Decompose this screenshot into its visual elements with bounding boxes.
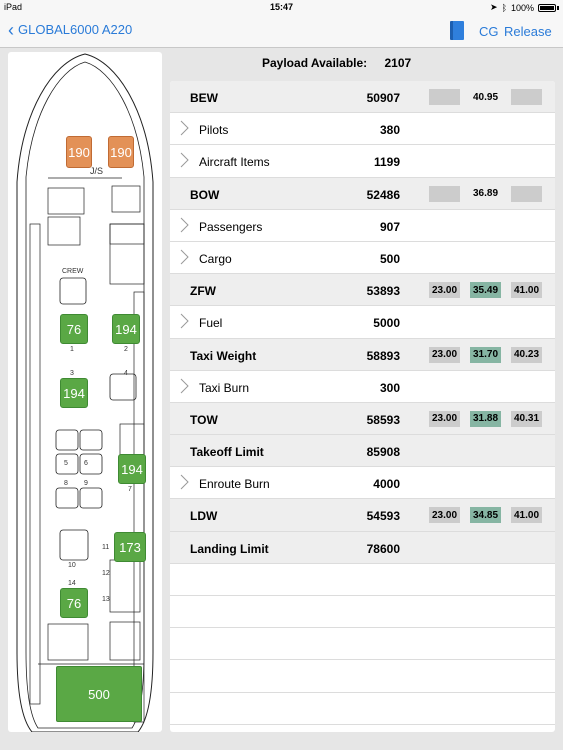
pilot-seat-left[interactable] (66, 136, 92, 168)
chevron-left-icon: ‹ (8, 19, 14, 40)
cg-aft-limit: 41.00 (511, 282, 542, 298)
cg-aft-limit: 40.31 (511, 411, 542, 427)
row-value: 1199 (373, 155, 400, 170)
row-label: LDW (190, 509, 218, 524)
weight-balance-table (170, 81, 555, 732)
seat-number: 8 (64, 480, 68, 487)
seat-number: 7 (128, 486, 132, 493)
row-label: Passengers (199, 219, 263, 234)
release-button[interactable]: Release (504, 24, 552, 39)
seat-7[interactable] (118, 454, 146, 484)
row-value: 300 (379, 380, 400, 395)
cg-value: 31.70 (470, 347, 501, 363)
nav-bar (0, 14, 563, 48)
row-value: 54593 (366, 509, 400, 524)
row-value: 85908 (366, 445, 400, 460)
location-icon: ➤ (490, 2, 498, 12)
back-button[interactable] (8, 19, 133, 40)
aircraft-diagram (8, 52, 162, 732)
back-label: GLOBAL6000 A220 (18, 22, 133, 37)
cg-value: 31.88 (470, 411, 501, 427)
cg-button[interactable]: CG (479, 24, 499, 39)
book-icon[interactable] (450, 21, 464, 40)
cargo-weight: 500 (88, 686, 110, 702)
empty-row (170, 564, 555, 596)
chevron-right-icon (180, 217, 190, 233)
cg-aft-limit (511, 89, 542, 105)
row-value: 500 (379, 251, 400, 266)
row-value: 58893 (366, 348, 400, 363)
seat-number: 13 (102, 596, 110, 603)
battery-percent: 100% (510, 2, 534, 13)
chevron-right-icon (180, 474, 190, 490)
pilot-seat-right[interactable] (108, 136, 134, 168)
row-label: Landing Limit (190, 541, 269, 556)
table-row[interactable] (170, 371, 555, 403)
table-row (170, 339, 555, 371)
cg-value: 36.89 (472, 188, 499, 200)
seat-number: 11 (102, 544, 110, 551)
row-value: 380 (379, 123, 400, 138)
row-label: Cargo (199, 251, 232, 266)
table-row[interactable] (170, 145, 555, 177)
seat-weight: 76 (66, 321, 82, 337)
cg-value: 34.85 (470, 507, 501, 523)
row-label: Taxi Burn (199, 380, 250, 395)
seat-number: 14 (68, 580, 76, 587)
cg-forward-limit (429, 186, 460, 202)
table-row (170, 499, 555, 531)
payload-available (262, 56, 411, 70)
empty-row (170, 693, 555, 725)
pilot-seat-weight: 190 (110, 144, 132, 160)
row-value: 5000 (373, 316, 400, 331)
crew-label: CREW (62, 268, 84, 275)
seat-weight: 173 (119, 539, 141, 555)
cg-forward-limit: 23.00 (429, 282, 460, 298)
chevron-right-icon (180, 378, 190, 394)
row-value: 4000 (373, 477, 400, 492)
table-row (170, 403, 555, 435)
chevron-right-icon (180, 249, 190, 265)
row-value: 58593 (366, 412, 400, 427)
cargo-hold[interactable] (56, 666, 142, 722)
table-row[interactable] (170, 306, 555, 338)
cg-forward-limit (429, 89, 460, 105)
row-label: Aircraft Items (199, 155, 270, 170)
seat-number: 9 (84, 480, 88, 487)
pilot-seat-weight: 190 (68, 144, 90, 160)
seat-weight: 194 (115, 321, 137, 337)
seat-number: 1 (70, 346, 74, 353)
cg-aft-limit (511, 186, 542, 202)
cg-forward-limit: 23.00 (429, 347, 460, 363)
device-label: iPad (4, 2, 23, 12)
table-row[interactable] (170, 113, 555, 145)
clock: 15:47 (269, 2, 294, 12)
table-row[interactable] (170, 210, 555, 242)
cg-forward-limit: 23.00 (429, 411, 460, 427)
row-label: Takeoff Limit (190, 445, 264, 460)
table-row (170, 274, 555, 306)
empty-row (170, 660, 555, 692)
seat-number: 6 (84, 460, 88, 467)
row-label: TOW (190, 412, 218, 427)
cg-aft-limit: 40.23 (511, 347, 542, 363)
row-value: 78600 (366, 541, 400, 556)
status-right (490, 2, 559, 13)
battery-tip (557, 6, 559, 10)
table-row (170, 178, 555, 210)
row-label: Pilots (199, 123, 229, 138)
table-row[interactable] (170, 467, 555, 499)
battery-icon (538, 4, 556, 12)
empty-row (170, 628, 555, 660)
seat-weight: 194 (63, 385, 85, 401)
chevron-right-icon (180, 120, 190, 136)
row-value: 907 (379, 219, 400, 234)
row-value: 53893 (366, 284, 400, 299)
seat-2[interactable] (112, 314, 140, 344)
seat-weight: 194 (121, 461, 143, 477)
chevron-right-icon (180, 152, 190, 168)
empty-row (170, 596, 555, 628)
seat-number: 12 (102, 570, 110, 577)
row-label: Enroute Burn (199, 477, 270, 492)
payload-label: Payload Available: (262, 56, 368, 70)
seat-3[interactable] (60, 378, 88, 408)
row-label: ZFW (190, 284, 216, 299)
table-row (170, 532, 555, 564)
bluetooth-icon: ᛒ (501, 2, 507, 13)
row-label: BOW (190, 187, 220, 202)
row-label: Fuel (199, 316, 223, 331)
table-row[interactable] (170, 242, 555, 274)
chevron-right-icon (180, 313, 190, 329)
seat-14[interactable] (60, 588, 88, 618)
cg-aft-limit: 41.00 (511, 507, 542, 523)
seat-weight: 76 (66, 595, 82, 611)
row-value: 50907 (366, 91, 400, 105)
cg-value: 40.95 (472, 91, 499, 103)
seat-number: 4 (124, 370, 128, 377)
row-label: BEW (190, 91, 218, 105)
seat-number: 10 (68, 562, 76, 569)
cg-value: 35.49 (470, 282, 501, 298)
jumpseat-label: J/S (90, 166, 104, 176)
payload-value: 2107 (384, 56, 412, 70)
cg-forward-limit: 23.00 (429, 507, 460, 523)
status-bar (0, 0, 563, 14)
seat-number: 2 (124, 346, 128, 353)
table-row (170, 435, 555, 467)
seat-1[interactable] (60, 314, 88, 344)
seat-number: 5 (64, 460, 68, 467)
row-label: Taxi Weight (190, 348, 257, 363)
table-row (170, 81, 555, 113)
seat-number: 3 (70, 370, 74, 377)
seat-11[interactable] (114, 532, 146, 562)
row-value: 52486 (366, 187, 400, 202)
